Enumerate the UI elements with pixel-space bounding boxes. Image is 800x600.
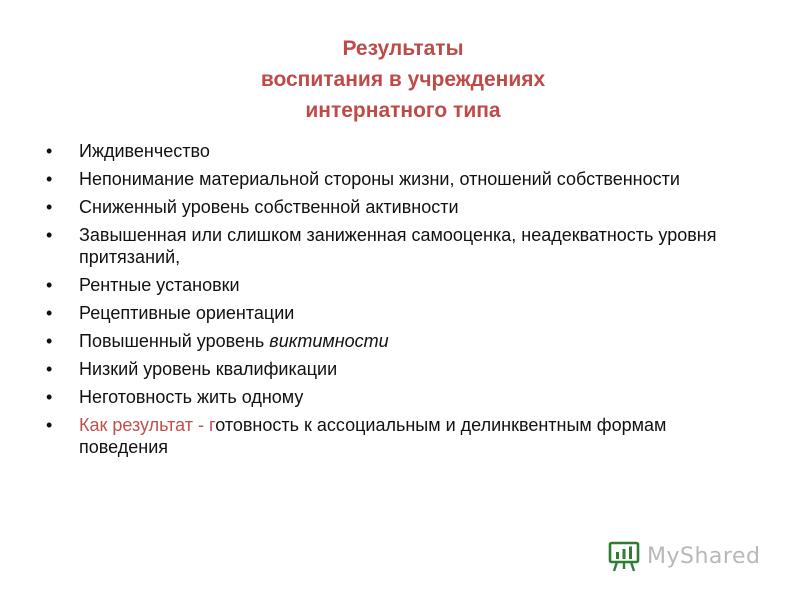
list-item-text: Рецептивные ориентации <box>79 303 295 323</box>
list-item-text: Сниженный уровень собственной активности <box>79 197 459 217</box>
list-item-text: Повышенный уровень <box>79 331 270 351</box>
list-item <box>46 168 746 190</box>
bullet-marker: • <box>46 169 53 189</box>
list-item <box>46 414 746 458</box>
list-item-text: Иждивенчество <box>79 141 210 161</box>
bullet-marker: • <box>46 275 53 295</box>
title-line-2: воспитания в учреждениях <box>260 68 546 91</box>
list-item-text: Неготовность жить одному <box>79 387 304 407</box>
bullet-list <box>46 140 746 464</box>
title-line-1: Результаты <box>342 37 464 60</box>
slide-title <box>0 33 800 126</box>
bullet-marker: • <box>46 331 53 351</box>
bullet-marker: • <box>46 303 53 323</box>
bullet-marker: • <box>46 415 53 435</box>
bullet-marker: • <box>46 141 53 161</box>
watermark <box>607 536 760 576</box>
bullet-marker: • <box>46 197 53 217</box>
bullet-marker: • <box>46 359 53 379</box>
list-item <box>46 330 746 352</box>
list-item-text: Непонимание материальной стороны жизни, отношений собственности <box>79 169 680 189</box>
list-item <box>46 140 746 162</box>
list-item <box>46 196 746 218</box>
list-item-text: отовность к ассоциальным и делинквентным формам поведения <box>79 415 667 457</box>
watermark-text: MyShared <box>647 543 761 569</box>
list-item <box>46 274 746 296</box>
title-line-3: интернатного типа <box>305 99 501 122</box>
list-item-text: Низкий уровень квалификации <box>79 359 338 379</box>
bullet-marker: • <box>46 225 53 245</box>
list-item <box>46 358 746 380</box>
list-item <box>46 386 746 408</box>
presentation-board-icon <box>607 539 641 573</box>
list-item-accent-text: Как результат - г <box>79 415 216 435</box>
list-item-text: Завышенная или слишком заниженная самооценка, неадекватность уровня притязаний, <box>79 225 717 267</box>
list-item <box>46 302 746 324</box>
list-item-italic-term: виктимности <box>269 331 389 351</box>
list-item <box>46 224 746 268</box>
bullet-marker: • <box>46 387 53 407</box>
list-item-text: Рентные установки <box>79 275 240 295</box>
